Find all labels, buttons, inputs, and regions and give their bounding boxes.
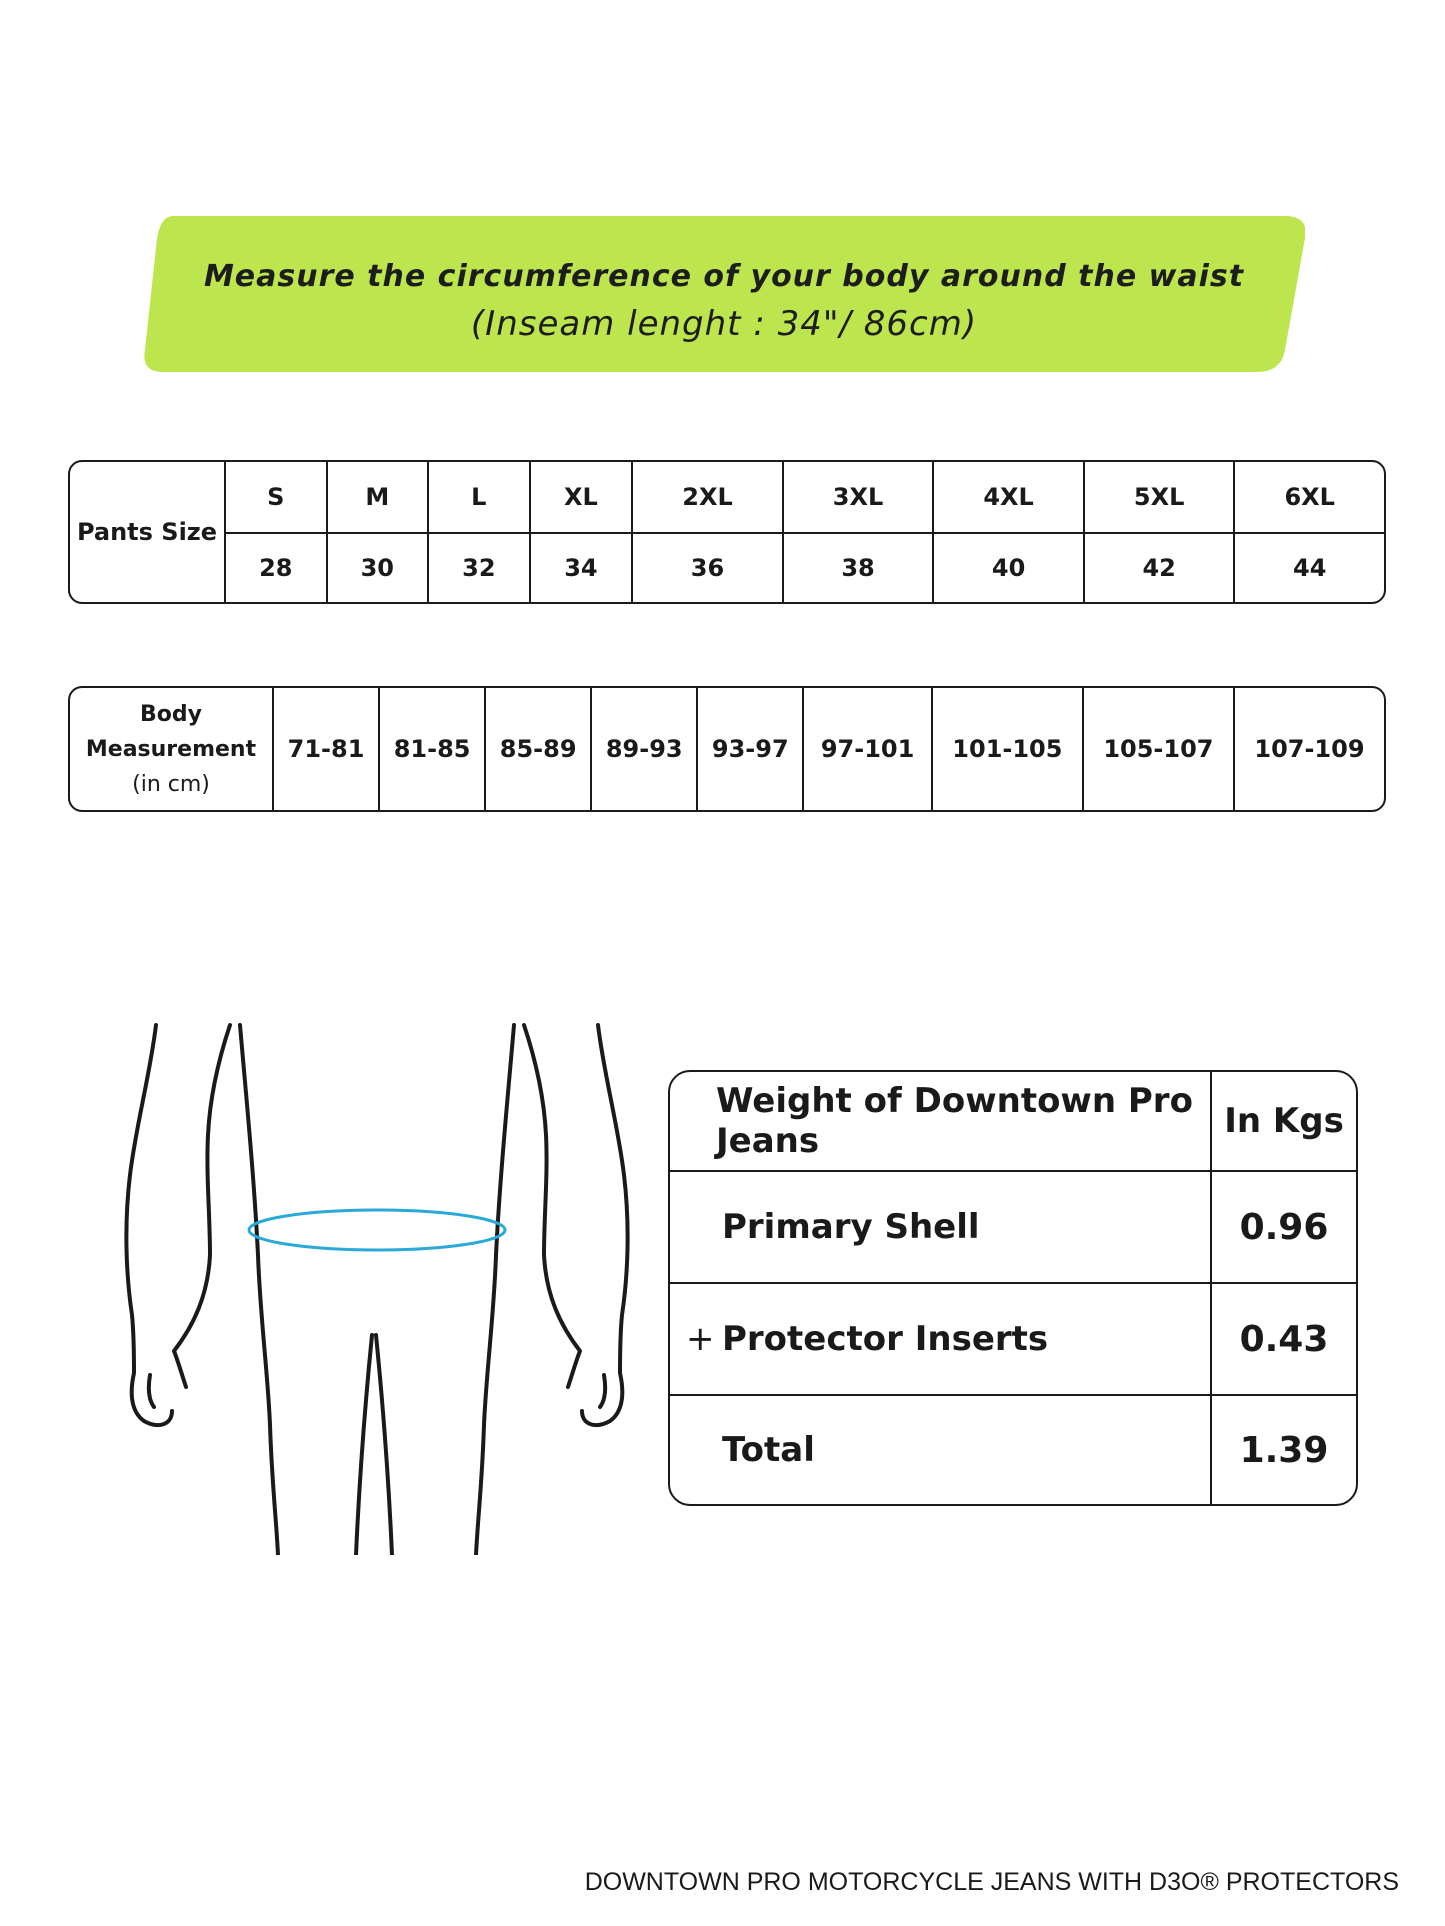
weight-label-text: Primary Shell bbox=[722, 1207, 980, 1247]
size-row bbox=[70, 462, 1384, 534]
waist-measurement-silhouette-icon bbox=[120, 1015, 660, 1559]
weight-label bbox=[670, 1282, 1210, 1394]
waist-band bbox=[249, 1210, 505, 1250]
size-cell: XL bbox=[529, 462, 632, 534]
header-line: Measurement bbox=[85, 736, 257, 762]
size-cell: 5XL bbox=[1083, 462, 1234, 534]
header-line: (in cm) bbox=[132, 771, 210, 797]
waist-cell: 32 bbox=[427, 534, 529, 602]
instruction-banner bbox=[143, 216, 1305, 372]
weight-label-text: Total bbox=[722, 1430, 815, 1470]
measurement-row bbox=[70, 688, 1384, 810]
size-cell: S bbox=[224, 462, 326, 534]
range-cell: 85-89 bbox=[484, 688, 590, 810]
weight-row bbox=[670, 1282, 1356, 1394]
waist-cell: 28 bbox=[224, 534, 326, 602]
range-cell: 97-101 bbox=[802, 688, 931, 810]
waist-row bbox=[70, 534, 1384, 602]
size-cell: 4XL bbox=[932, 462, 1083, 534]
pants-size-table bbox=[68, 460, 1386, 604]
banner-inseam: (Inseam lenght : 34"/ 86cm) bbox=[470, 304, 978, 344]
body-measurement-table bbox=[68, 686, 1386, 812]
banner-instruction: Measure the circumference of your body around the waist bbox=[203, 259, 1245, 294]
weight-table bbox=[668, 1070, 1358, 1506]
waist-cell: 34 bbox=[529, 534, 632, 602]
pants-size-header: Pants Size bbox=[76, 518, 218, 546]
range-cell: 81-85 bbox=[378, 688, 484, 810]
waist-cell: 44 bbox=[1233, 534, 1384, 602]
weight-value: 0.96 bbox=[1210, 1170, 1356, 1282]
size-cell: L bbox=[427, 462, 529, 534]
waist-cell: 30 bbox=[326, 534, 428, 602]
waist-cell: 40 bbox=[932, 534, 1083, 602]
waist-cell: 38 bbox=[782, 534, 933, 602]
range-cell: 105-107 bbox=[1082, 688, 1233, 810]
body-measurement-header bbox=[70, 688, 272, 810]
size-cell: M bbox=[326, 462, 428, 534]
weight-label bbox=[670, 1170, 1210, 1282]
range-cell: 101-105 bbox=[931, 688, 1082, 810]
size-cell: 2XL bbox=[631, 462, 782, 534]
weight-value: 0.43 bbox=[1210, 1282, 1356, 1394]
weight-label-text: Protector Inserts bbox=[722, 1319, 1049, 1359]
weight-unit: In Kgs bbox=[1210, 1072, 1356, 1170]
plus-icon: + bbox=[686, 1319, 715, 1359]
header-line: Body bbox=[140, 701, 202, 727]
weight-row bbox=[670, 1170, 1356, 1282]
waist-cell: 42 bbox=[1083, 534, 1234, 602]
weight-label bbox=[670, 1394, 1210, 1504]
weight-value: 1.39 bbox=[1210, 1394, 1356, 1504]
banner-background bbox=[143, 216, 1305, 372]
size-cell: 3XL bbox=[782, 462, 933, 534]
range-cell: 93-97 bbox=[696, 688, 802, 810]
weight-title: Weight of Downtown Pro Jeans bbox=[716, 1081, 1193, 1161]
weight-header-row bbox=[670, 1072, 1356, 1170]
weight-row bbox=[670, 1394, 1356, 1504]
product-footer: DOWNTOWN PRO MOTORCYCLE JEANS WITH D3O® PROTECTORS bbox=[584, 1868, 1399, 1896]
range-cell: 89-93 bbox=[590, 688, 696, 810]
size-cell: 6XL bbox=[1233, 462, 1384, 534]
range-cell: 107-109 bbox=[1233, 688, 1384, 810]
range-cell: 71-81 bbox=[272, 688, 378, 810]
waist-cell: 36 bbox=[631, 534, 782, 602]
